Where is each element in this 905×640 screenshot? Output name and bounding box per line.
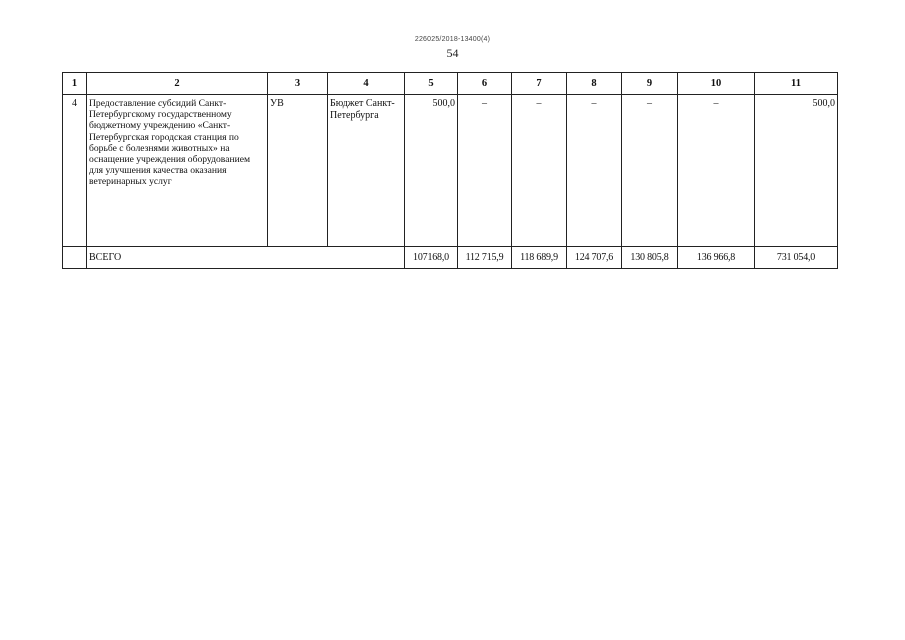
column-header: 4 xyxy=(328,73,405,95)
budget-table xyxy=(62,72,838,269)
column-header: 11 xyxy=(755,73,838,95)
column-header: 9 xyxy=(622,73,678,95)
row-value: – xyxy=(678,95,755,247)
total-value: 731 054,0 xyxy=(755,247,838,269)
total-value: 130 805,8 xyxy=(622,247,678,269)
row-value: – xyxy=(512,95,567,247)
total-empty-cell xyxy=(63,247,87,269)
column-header: 7 xyxy=(512,73,567,95)
total-value: 118 689,9 xyxy=(512,247,567,269)
total-value: 124 707,6 xyxy=(567,247,622,269)
total-value: 107168,0 xyxy=(405,247,458,269)
column-header: 6 xyxy=(458,73,512,95)
total-value: 112 715,9 xyxy=(458,247,512,269)
row-description: Предоставление субсидий Санкт-Петербургскому государственному бюджетному учреждению «Санкт-Петербургская городская станция по борьбе с болезнями животных» на оснащение учреждения оборудованием для улучшения качества оказания ветеринарных услуг xyxy=(87,95,268,247)
row-executor: УВ xyxy=(268,95,328,247)
column-header: 5 xyxy=(405,73,458,95)
row-value: – xyxy=(567,95,622,247)
total-label: ВСЕГО xyxy=(87,247,405,269)
row-number: 4 xyxy=(63,95,87,247)
column-header: 3 xyxy=(268,73,328,95)
table-row xyxy=(63,95,838,247)
row-value: 500,0 xyxy=(755,95,838,247)
document-code: 226025/2018-13400(4) xyxy=(414,36,491,43)
row-funding-source: Бюджет Санкт-Петербурга xyxy=(328,95,405,247)
row-value: – xyxy=(458,95,512,247)
row-value: – xyxy=(622,95,678,247)
total-row xyxy=(63,247,838,269)
column-header: 2 xyxy=(87,73,268,95)
row-value: 500,0 xyxy=(405,95,458,247)
column-header: 10 xyxy=(678,73,755,95)
column-header: 1 xyxy=(63,73,87,95)
column-header: 8 xyxy=(567,73,622,95)
header-row xyxy=(63,73,838,95)
total-value: 136 966,8 xyxy=(678,247,755,269)
page-number: 54 xyxy=(446,46,459,60)
